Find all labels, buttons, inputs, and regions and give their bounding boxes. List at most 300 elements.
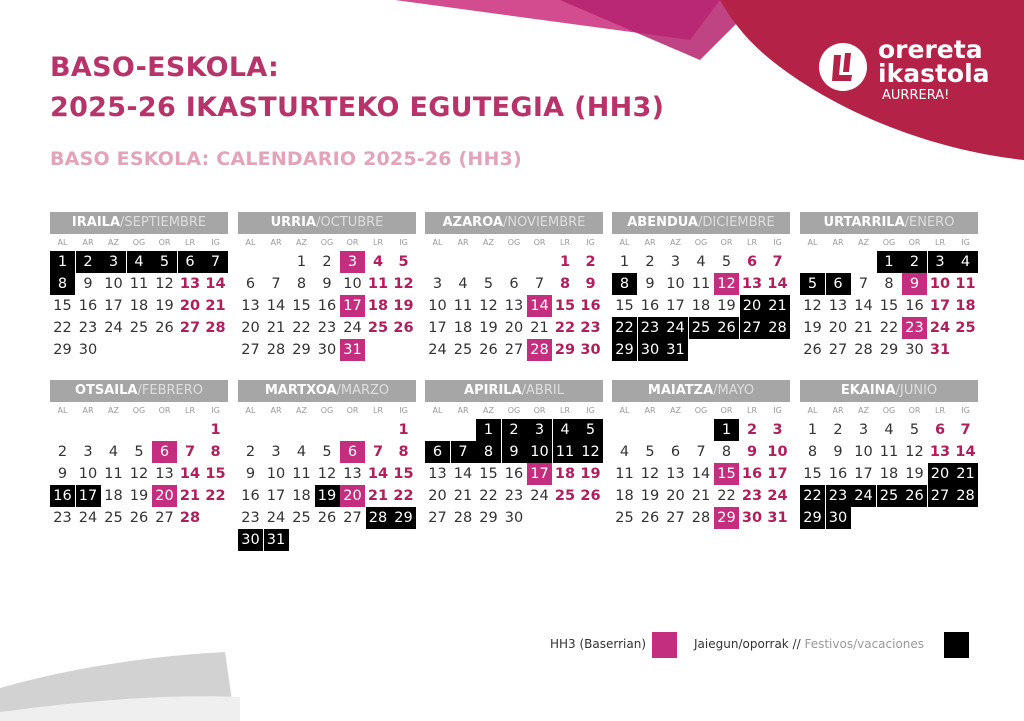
weekday-row: [238, 405, 416, 417]
day-cell: 25: [955, 320, 976, 336]
day-cell: 4: [372, 254, 384, 270]
day-cell: 1: [210, 422, 221, 438]
day-cell-holiday: 4: [127, 251, 152, 273]
day-cell: 13: [929, 444, 951, 460]
weekday-label: AR: [832, 238, 844, 247]
day-cell: 9: [245, 466, 256, 482]
day-cell-holiday: 26: [714, 317, 739, 339]
day-cell: 11: [879, 444, 899, 460]
day-cell: 9: [833, 444, 843, 460]
legend-holiday-eu: Jaiegun/oporrak //: [694, 637, 805, 651]
month-name-eu: EKAINA: [840, 383, 896, 398]
day-cell: 10: [854, 444, 873, 460]
day-cell: 11: [292, 466, 311, 482]
day-cell: 31: [767, 510, 788, 526]
day-cell: 8: [884, 276, 894, 292]
day-cell: 26: [317, 510, 337, 526]
day-cell: 6: [509, 276, 519, 292]
day-cell: 12: [803, 298, 822, 314]
weekday-label: OR: [908, 238, 921, 247]
day-cell: 30: [317, 342, 337, 358]
day-cell: 6: [245, 276, 256, 292]
day-cell-holiday: 9: [502, 441, 527, 463]
day-cell: 27: [241, 342, 260, 358]
day-cell-hh3: 9: [902, 273, 927, 295]
day-cell: 26: [155, 320, 174, 336]
day-cell: 10: [428, 298, 447, 314]
day-cell: 21: [367, 488, 389, 504]
day-cell: 30: [905, 342, 924, 358]
day-cell: 22: [879, 320, 899, 336]
day-cell-holiday: 30: [238, 529, 263, 551]
day-cell: 15: [53, 298, 72, 314]
day-cell: 22: [292, 320, 311, 336]
day-cell: 29: [53, 342, 72, 358]
day-cell: 17: [854, 466, 873, 482]
day-cell: 14: [367, 466, 389, 482]
month-name-eu: MARTXOA: [264, 383, 337, 398]
day-cell: 30: [580, 342, 601, 358]
day-cell: 28: [854, 342, 873, 358]
weekday-label: OG: [507, 238, 521, 247]
day-cell: 29: [554, 342, 576, 358]
day-cell-holiday: 6: [425, 441, 450, 463]
day-cell: 24: [266, 510, 286, 526]
day-cell: 25: [615, 510, 634, 526]
day-cell: 2: [585, 254, 596, 270]
weekday-row: [425, 237, 603, 249]
day-cell-holiday: 2: [902, 251, 927, 273]
day-cell-holiday: 21: [765, 295, 790, 317]
day-cell-holiday: 27: [740, 317, 765, 339]
day-cell: 16: [78, 298, 98, 314]
day-cell: 7: [271, 276, 281, 292]
month-name-es: /MAYO: [713, 383, 755, 398]
day-cell: 25: [453, 342, 473, 358]
day-cell: 2: [645, 254, 655, 270]
weekday-label: AL: [432, 406, 443, 415]
day-cell: 26: [803, 342, 822, 358]
day-cell: 5: [721, 254, 732, 270]
day-cell-holiday: 22: [800, 485, 825, 507]
month-name-eu: OTSAILA: [74, 383, 138, 398]
day-cell: 25: [554, 488, 576, 504]
day-cell: 7: [184, 444, 196, 460]
day-cell: 15: [554, 298, 576, 314]
weekday-label: AL: [807, 406, 818, 415]
day-cell: 17: [767, 466, 788, 482]
month-header: [612, 380, 790, 402]
day-cell: 21: [179, 488, 201, 504]
weekday-label: AR: [644, 238, 656, 247]
weekday-label: IG: [211, 238, 220, 247]
day-cell-holiday: 31: [264, 529, 289, 551]
day-cell-holiday: 5: [578, 419, 603, 441]
month-header: [612, 212, 790, 234]
weekday-label: AZ: [483, 238, 494, 247]
day-cell-holiday: 3: [928, 251, 953, 273]
day-cell: 25: [292, 510, 311, 526]
day-cell-holiday: 5: [800, 273, 825, 295]
weekday-label: AL: [807, 238, 818, 247]
weekday-label: OR: [720, 406, 733, 415]
day-cell: 3: [432, 276, 443, 292]
day-cell-hh3: 15: [714, 463, 739, 485]
day-cell: 3: [83, 444, 93, 460]
day-cell: 7: [534, 276, 545, 292]
day-grid: [425, 419, 603, 529]
day-cell: 7: [696, 444, 706, 460]
day-cell: 13: [343, 466, 362, 482]
weekday-label: AZ: [670, 238, 681, 247]
day-cell-holiday: 22: [612, 317, 637, 339]
day-cell: 14: [854, 298, 873, 314]
day-cell-holiday: 8: [612, 273, 637, 295]
month-name-es: /ABRIL: [521, 383, 564, 398]
weekday-row: [50, 237, 228, 249]
day-cell: 29: [479, 510, 498, 526]
day-cell: 12: [129, 466, 149, 482]
day-cell: 13: [179, 276, 201, 292]
day-cell: 25: [129, 320, 149, 336]
day-cell-holiday: 3: [527, 419, 552, 441]
day-cell: 29: [292, 342, 311, 358]
day-cell: 4: [296, 444, 307, 460]
day-cell: 1: [559, 254, 571, 270]
day-cell: 30: [741, 510, 763, 526]
day-cell: 20: [666, 488, 685, 504]
logo-text: [878, 35, 990, 88]
month-name-es: /NOVIEMBRE: [502, 215, 586, 230]
day-cell: 19: [479, 320, 498, 336]
page-subtitle: BASO ESKOLA: CALENDARIO 2025-26 (HH3): [50, 148, 522, 170]
day-cell: 20: [828, 320, 848, 336]
month-name-eu: ABENDUA: [627, 215, 698, 230]
day-cell: 24: [104, 320, 123, 336]
weekday-label: AL: [245, 406, 256, 415]
day-cell: 3: [670, 254, 681, 270]
day-cell-holiday: 8: [50, 273, 75, 295]
day-cell: 7: [960, 422, 971, 438]
day-cell: 5: [645, 444, 655, 460]
day-cell-holiday: 7: [203, 251, 228, 273]
day-cell: 4: [108, 444, 119, 460]
day-cell-holiday: 23: [826, 485, 851, 507]
weekday-label: LR: [372, 238, 383, 247]
day-cell: 3: [772, 422, 783, 438]
day-cell: 16: [828, 466, 848, 482]
day-cell: 9: [645, 276, 655, 292]
weekday-row: [238, 237, 416, 249]
day-cell: 15: [479, 466, 498, 482]
weekday-label: OR: [158, 406, 171, 415]
day-cell: 9: [83, 276, 93, 292]
weekday-label: IG: [773, 406, 782, 415]
day-grid: [425, 251, 603, 361]
day-cell: 20: [428, 488, 447, 504]
day-cell: 15: [803, 466, 822, 482]
day-cell-holiday: 20: [928, 463, 953, 485]
day-cell: 15: [393, 466, 414, 482]
day-cell: 10: [78, 466, 98, 482]
weekday-label: OG: [694, 406, 708, 415]
day-cell: 14: [179, 466, 201, 482]
day-cell: 24: [343, 320, 362, 336]
day-cell: 22: [717, 488, 736, 504]
day-cell: 17: [266, 488, 286, 504]
day-cell: 23: [741, 488, 763, 504]
month-header: [238, 212, 416, 234]
day-cell-holiday: 24: [851, 485, 876, 507]
weekday-label: LR: [559, 238, 570, 247]
day-cell-holiday: 6: [826, 273, 851, 295]
day-cell: 3: [271, 444, 281, 460]
day-cell: 2: [57, 444, 68, 460]
day-cell: 9: [585, 276, 596, 292]
weekday-label: AZ: [670, 406, 681, 415]
day-cell: 4: [458, 276, 468, 292]
month-martxoa: [238, 380, 416, 551]
weekday-row: [50, 405, 228, 417]
day-cell: 14: [453, 466, 473, 482]
day-cell: 17: [929, 298, 951, 314]
day-cell: 7: [858, 276, 869, 292]
weekday-label: OR: [720, 238, 733, 247]
weekday-label: AZ: [296, 238, 307, 247]
weekday-label: LR: [559, 406, 570, 415]
month-urria: [238, 212, 416, 361]
day-cell: 14: [767, 276, 788, 292]
day-cell: 5: [398, 254, 409, 270]
day-cell-holiday: 1: [877, 251, 902, 273]
weekday-label: OG: [507, 406, 521, 415]
day-cell: 28: [453, 510, 473, 526]
weekday-row: [425, 405, 603, 417]
day-cell: 15: [879, 298, 899, 314]
day-cell: 16: [580, 298, 601, 314]
weekday-label: AZ: [858, 406, 869, 415]
day-cell-holiday: 28: [366, 507, 391, 529]
day-cell: 23: [504, 488, 524, 504]
day-cell: 13: [428, 466, 447, 482]
weekday-label: OR: [158, 238, 171, 247]
day-cell: 21: [205, 298, 226, 314]
weekday-label: OG: [882, 406, 896, 415]
day-cell: 19: [580, 466, 601, 482]
day-cell-holiday: 26: [902, 485, 927, 507]
day-cell: 12: [155, 276, 174, 292]
day-cell-holiday: 29: [800, 507, 825, 529]
month-header: [50, 212, 228, 234]
day-cell: 26: [479, 342, 498, 358]
day-cell: 12: [317, 466, 337, 482]
day-cell-hh3: 31: [340, 339, 365, 361]
day-cell-hh3: 29: [714, 507, 739, 529]
day-cell-holiday: 28: [765, 317, 790, 339]
weekday-label: LR: [746, 406, 757, 415]
day-cell: 11: [129, 276, 149, 292]
day-cell: 22: [53, 320, 72, 336]
day-cell-holiday: 5: [152, 251, 177, 273]
day-cell: 8: [296, 276, 307, 292]
day-cell: 24: [428, 342, 447, 358]
day-cell-holiday: 20: [740, 295, 765, 317]
weekday-label: AL: [57, 406, 68, 415]
month-header: [238, 380, 416, 402]
day-cell: 11: [691, 276, 711, 292]
weekday-label: AZ: [483, 406, 494, 415]
day-cell: 29: [879, 342, 899, 358]
day-cell-holiday: 16: [50, 485, 75, 507]
month-name-eu: URRIA: [270, 215, 317, 230]
month-name-es: /FEBRERO: [137, 383, 204, 398]
weekday-label: AL: [245, 238, 256, 247]
day-grid: [800, 251, 978, 361]
day-cell-holiday: 29: [612, 339, 637, 361]
month-name-es: /MARZO: [336, 383, 390, 398]
day-cell-holiday: 8: [476, 441, 501, 463]
day-cell: 12: [479, 298, 498, 314]
month-maiatza: [612, 380, 790, 529]
day-cell: 2: [245, 444, 256, 460]
day-cell: 16: [241, 488, 260, 504]
day-cell-holiday: 21: [953, 463, 978, 485]
month-name-es: /ENERO: [904, 215, 955, 230]
day-grid: [50, 419, 228, 529]
month-otsaila: [50, 380, 228, 529]
day-cell: 4: [696, 254, 706, 270]
logo-tagline: AURRERA!: [882, 88, 950, 103]
day-cell: 6: [746, 254, 758, 270]
day-cell: 27: [179, 320, 201, 336]
day-cell: 27: [504, 342, 524, 358]
day-cell: 19: [640, 488, 660, 504]
day-cell-holiday: 28: [953, 485, 978, 507]
weekday-row: [612, 237, 790, 249]
day-cell: 18: [104, 488, 123, 504]
weekday-label: IG: [586, 238, 595, 247]
day-cell: 5: [322, 444, 332, 460]
day-cell: 16: [741, 466, 763, 482]
day-cell: 16: [504, 466, 524, 482]
weekday-label: IG: [961, 406, 970, 415]
day-cell: 9: [322, 276, 332, 292]
day-cell: 6: [934, 422, 946, 438]
weekday-label: AZ: [108, 406, 119, 415]
day-cell: 14: [955, 444, 976, 460]
day-cell-hh3: 20: [340, 485, 365, 507]
day-cell: 16: [317, 298, 337, 314]
day-cell-holiday: 25: [877, 485, 902, 507]
weekday-label: LR: [934, 238, 945, 247]
day-cell: 7: [772, 254, 783, 270]
day-cell: 30: [504, 510, 524, 526]
day-cell-holiday: 12: [578, 441, 603, 463]
day-cell: 8: [559, 276, 571, 292]
weekday-label: IG: [961, 238, 970, 247]
weekday-label: LR: [184, 238, 195, 247]
day-cell: 25: [104, 510, 123, 526]
day-cell: 13: [241, 298, 260, 314]
day-cell-hh3: 17: [527, 463, 552, 485]
day-cell: 7: [372, 444, 384, 460]
day-cell-holiday: 30: [826, 507, 851, 529]
day-cell: 12: [905, 444, 924, 460]
weekday-label: OR: [908, 406, 921, 415]
day-cell-holiday: 19: [315, 485, 340, 507]
weekday-label: IG: [399, 406, 408, 415]
day-cell: 17: [666, 298, 685, 314]
day-cell-hh3: 14: [527, 295, 552, 317]
day-cell: 11: [453, 298, 473, 314]
weekday-label: AZ: [108, 238, 119, 247]
weekday-row: [800, 237, 978, 249]
day-cell: 12: [393, 276, 414, 292]
day-cell-holiday: 25: [689, 317, 714, 339]
weekday-label: AL: [619, 238, 630, 247]
weekday-label: AR: [82, 406, 94, 415]
day-grid: [612, 419, 790, 529]
day-cell: 18: [691, 298, 711, 314]
day-cell: 8: [398, 444, 409, 460]
day-cell: 28: [205, 320, 226, 336]
day-cell-holiday: 29: [391, 507, 416, 529]
day-cell: 18: [292, 488, 311, 504]
weekday-label: LR: [934, 406, 945, 415]
day-cell: 22: [554, 320, 576, 336]
month-urtarrila: [800, 212, 978, 361]
day-cell: 2: [833, 422, 843, 438]
day-cell: 19: [393, 298, 414, 314]
day-grid: [238, 419, 416, 551]
weekday-label: LR: [746, 238, 757, 247]
weekday-label: AZ: [296, 406, 307, 415]
orereta-logo-icon: [818, 42, 868, 92]
day-cell: 10: [666, 276, 685, 292]
day-cell: 18: [879, 466, 899, 482]
day-cell-holiday: 2: [76, 251, 101, 273]
weekday-label: LR: [184, 406, 195, 415]
logo-line1: orereta: [878, 35, 983, 64]
day-cell-hh3: 12: [714, 273, 739, 295]
month-apirila: [425, 380, 603, 529]
day-cell: 27: [666, 510, 685, 526]
day-cell: 20: [504, 320, 524, 336]
weekday-row: [612, 405, 790, 417]
legend-holiday-label: [694, 637, 924, 651]
day-cell: 13: [828, 298, 848, 314]
weekday-label: AR: [832, 406, 844, 415]
month-name-es: /JUNIO: [895, 383, 938, 398]
day-cell: 15: [205, 466, 226, 482]
month-header: [800, 212, 978, 234]
month-name-es: /SEPTIEMBRE: [120, 215, 207, 230]
day-cell-hh3: 20: [152, 485, 177, 507]
day-cell: 18: [955, 298, 976, 314]
day-cell: 22: [205, 488, 226, 504]
day-cell: 13: [741, 276, 763, 292]
page-title-line2: 2025-26 IKASTURTEKO EGUTEGIA (HH3): [50, 92, 665, 123]
weekday-label: AR: [82, 238, 94, 247]
day-cell: 26: [129, 510, 149, 526]
day-cell: 22: [479, 488, 498, 504]
day-cell: 8: [210, 444, 221, 460]
weekday-label: AR: [270, 406, 282, 415]
day-cell: 1: [398, 422, 409, 438]
weekday-label: IG: [586, 406, 595, 415]
day-cell: 10: [266, 466, 286, 482]
day-cell: 28: [179, 510, 201, 526]
